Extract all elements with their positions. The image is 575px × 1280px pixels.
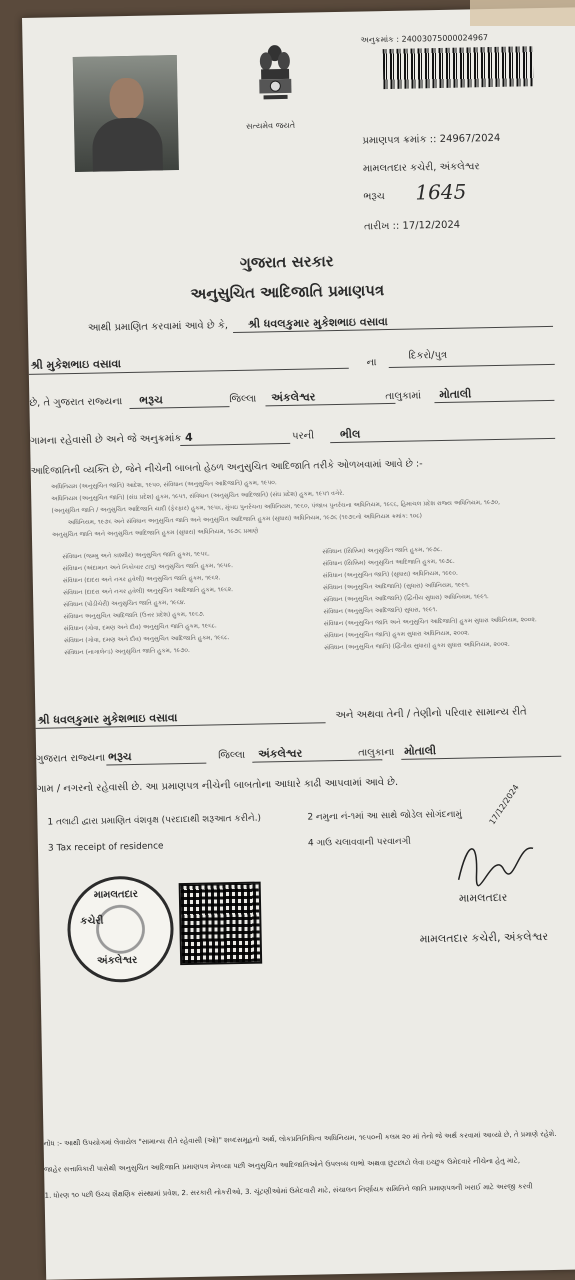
orders-right <box>322 544 537 656</box>
order-item: સંવિધાન (પોંડીચેરી) અનુસુચિત જાતિ હુકમ, ૧૯૬૪. <box>63 598 186 609</box>
tribe-label: પરની <box>291 430 315 442</box>
intro-text: આથી પ્રમાણિત કરવામાં આવે છે કે, <box>87 320 229 334</box>
tribe: ભીલ <box>339 427 361 441</box>
order-item: સંવિધાન (નાગાલેન્ડ) અનુસુચિત જાતિ હુકમ, ૧૯૭૦. <box>64 646 190 657</box>
family-state-label: ગુજરાત રાજ્યના <box>36 752 106 765</box>
order-line: (અનુસુચિત જાતિ / અનુસુચિત આદિજાતિ યાદી (ફેરફાર) હુકમ, ૧૯૫૬, મુંબઇ પુનર્રચના અધિનિયમ, ૧૯૬૦, પંજાબ પુનર્રચના અધિનિયમ, ૧૯૬૬, હિમાચલ પ્રદેશ રાજ્ય અધિનિયમ, ૧૯૭૦, <box>51 498 501 515</box>
district: ભરૂચ <box>139 393 163 407</box>
signatory-office: મામલતદાર કચેરી, અંકલેશ્વર <box>419 930 549 946</box>
basis-item: 4 ગાઉ ચલાવવાની પરવાનગી <box>307 836 411 849</box>
father-name: શ્રી મુકેશભાઇ વસાવા <box>30 357 122 372</box>
signature-date: 17/12/2024 <box>487 782 521 827</box>
serial-entry: 4 <box>184 430 193 444</box>
district-label-2: જિલ્લા <box>229 393 257 406</box>
family-name: શ્રી ધવલકુમાર મુકેશભાઇ વસાવા <box>37 711 178 727</box>
order-item: સંવિધાન (અનુસુચિત આદિજાતિ) (દ્વિતીય સુધારા) અધિનિયમ, ૧૯૯૧. <box>323 593 489 604</box>
order-item: સંવિધાન (અનુસુચિત આદિજાતિ) સુધારા, ૧૯૯૧. <box>323 606 438 616</box>
order-line: અધિનિયમ (અનુસુચિત જાતિ) (સંઘ પ્રદેશ) હુકમ, ૧૯૫૧, સંવિધાન (અનુસુચિત આદિજાતિ) (સંઘ પ્રદેશ) હુકમ, ૧૯૫૧ વગેરે. <box>51 489 345 503</box>
order-item: સંવિધાન અનુસુચિત આદિજાતિ (ઉત્તર પ્રદેશ) હુકમ, ૧૯૬૭. <box>63 610 205 621</box>
applicant-photo <box>73 55 179 172</box>
taluka-label: તાલુકામાં <box>385 390 422 403</box>
village: મોતાલી <box>439 387 472 402</box>
order-line: અનુસુચિત જાતિ અને અનુસુચિત આદિજાતિ હુકમ (સુધારા) અધિનિયમ, ૧૯૭૬ પ્રમાણે <box>51 527 259 539</box>
office-seal: મામલતદાર કચેરી અંકલેશ્વર <box>67 875 175 983</box>
certificate-paper <box>22 7 575 1280</box>
signature-icon <box>448 828 539 890</box>
handwritten-number: 1645 <box>415 179 467 205</box>
qr-code <box>179 882 263 966</box>
family-district: ભરૂચ <box>108 750 132 764</box>
order-item: સંવિધાન (અનુસુચિત જાતિ) (દ્વિતીય સુધારા) હુકમ સુધારા અધિનિયમ, ૨૦૦૨. <box>324 640 510 652</box>
footer-note: જાહેર સત્તાવિકારી પાસેથી અનુસુચિત આદિજાતિ પ્રમાણપત્ર મેળવ્યા પછી અનુસુચિત આદિજાતિઓને ઉપલબ્ધ લાભો અથવા છુટછાટો લેવા ઇચ્છુક ઉમેદવારે નીચેના હેતુ માટે, <box>44 1156 521 1174</box>
order-item: સંવિધાન (જમ્મુ અને કાશ્મીર) અનુસુચિત જાતિ હુકમ, ૧૯૫૬. <box>62 550 210 561</box>
basis-item: 1 તલાટી દ્વારા પ્રમાણિત વંશવૃક્ષ (પરદાદાથી શરૂઆત કરીને.) <box>47 813 262 828</box>
taluka: અંકલેશ્વર <box>271 390 316 405</box>
family-taluka-label: તાલુકાના <box>358 746 395 759</box>
family-village: મોતાલી <box>404 744 437 758</box>
family-text: અને અથવા તેની / તેણીનો પરિવાર સામાન્ય રીતે <box>335 706 527 722</box>
order-line: અધિનિયમ (અનુસુચિત જાતિ) આદેશ, ૧૯૫૦, સંવિધાન (અનુસુચિત આદિજાતિ) હુકમ, ૧૯૫૦. <box>50 479 277 491</box>
state-label: છે, તે ગુજરાત રાજ્યના <box>29 396 123 409</box>
footer-note: 1. ધોરણ ૧૦ પછી ઉચ્ચ શૈક્ષણિક સંસ્થામાં પ્રવેશ, 2. સરકારી નોકરીઓ, 3. ચૂંટણીઓમાં ઉમેદવારી માટે, સંચાલન નિર્ણાયક સમિતિને જાતિ પ્રમાણપત્રની ખરાઈ માટે અરજી કરવી <box>44 1182 533 1200</box>
certificate-title: અનુસુચિત આદિજાતિ પ્રમાણપત્ર <box>190 281 385 303</box>
emblem-motto: સત્યમેવ જયતે <box>246 120 296 131</box>
family-resident-text: ગામ / નગરનો રહેવાસી છે. આ પ્રમાણપત્ર નીચેની બાબતોના આધારે કાઢી આપવામાં આવે છે. <box>36 776 399 795</box>
orders-top <box>51 475 501 544</box>
order-item: સંવિધાન (ગોવા, દમણ અને દીવ) અનુસુચિત આદિજાતિ હુકમ, ૧૯૬૮. <box>63 634 230 645</box>
family-district-label: જિલ્લા <box>218 749 246 762</box>
resident-label: ગામના રહેવાસી છે અને જે અનુક્રમાંક <box>30 433 182 447</box>
serial-number: અનુક્રમાંક : 24003075000024967 <box>360 33 489 45</box>
order-item: સંવિધાન (અનુસુચિત આદિજાતિ) (સુધારા) અધિનિયમ, ૧૯૯૧. <box>322 581 470 592</box>
footer-note: નોંધ :- આથી ઉપયોગમાં લેવાયેલ "સામાન્ય રીતે રહેવાસી (ઓ)" શબ્દસમૂહનો અર્થ, લોકપ્રતિનિધિત્વ અધિનિયમ, ૧૯૫૦ની કલમ ૨૦ માં તેનો જે અર્થ કરવામાં આવ્યો છે, તે પ્રમાણે રહેશે. <box>43 1129 557 1148</box>
order-item: સંવિધાન (અનુસુચિત જાતિ) હુકમ સુધારા અધિનિયમ, ૨૦૦૨. <box>323 629 470 640</box>
certificate-number: પ્રમાણપત્ર ક્રમાંક :: 24967/2024 <box>362 132 501 147</box>
signatory-title: મામલતદાર <box>458 890 508 905</box>
relation: દિકરો/પુત્ર <box>408 349 448 362</box>
orders-left <box>62 550 235 661</box>
order-item: સંવિધાન (અંદામાન અને નિકોબાર ટાપુ) અનુસુચિત જાતિ હુકમ, ૧૯૫૯. <box>62 562 234 573</box>
basis-item: 3 Tax receipt of residence <box>47 841 164 854</box>
order-item: સંવિધાન (દાદરા અને નગર હવેલી) અનુસુચિત જાતિ હુકમ, ૧૯૬૨. <box>62 574 221 585</box>
order-item: સંવિધાન (સિક્કિમ) અનુસુચિત જાતિ હુકમ, ૧૯૭૮. <box>322 546 443 556</box>
district-label: ભરૂચ <box>363 191 385 203</box>
tribe-text: આદિજાતિની વ્યક્તિ છે, જેને નીચેની બાબતો હેઠળ અનુસુચિત આદિજાતિ તરીકે ઓળખવામાં આવે છે :- <box>30 458 423 477</box>
holder-name: શ્રી ધવલકુમાર મુકેશભાઇ વસાવા <box>247 315 388 331</box>
tape <box>470 0 575 26</box>
government-title: ગુજરાત સરકાર <box>239 252 334 272</box>
family-taluka: અંકલેશ્વર <box>258 746 303 761</box>
order-item: સંવિધાન (અનુસુચિત જાતિ અને અનુસુચિત આદિજાતિ) હુકમ સુધારા અધિનિયમ, ૨૦૦૨. <box>323 616 537 628</box>
order-item: સંવિધાન (અનુસુચિત જાતિ) (સુધારા) અધિનિયમ, ૧૯૯૦. <box>322 569 458 580</box>
relation-label: ના <box>366 357 377 369</box>
ashoka-emblem-icon <box>254 39 296 120</box>
order-item: સંવિધાન (સિક્કિમ) અનુસુચિત આદિજાતિ હુકમ, ૧૯૭૮. <box>322 557 455 568</box>
basis-item: 2 નમુના નં-૧માં આ સાથે જોડેલ સોગંદનામું <box>307 809 463 823</box>
issue-date: તારીખ :: 17/12/2024 <box>363 219 461 233</box>
order-line: અધિનિયમ, ૧૯૭૬ અને સંવિધાન અનુસુચિત જાતિ અને અનુસુચિત આદિજાતિ હુકમ (સુધારા) અધિનિયમ, ૧૯૭૬ (૧૯૭૬નો અધિનિયમ ક્રમાંક: ૧૦૮) <box>67 512 423 527</box>
order-item: સંવિધાન (ગોવા, દમણ અને દીવ) અનુસુચિત જાતિ હુકમ, ૧૯૬૮. <box>63 622 217 633</box>
order-item: સંવિધાન (દાદરા અને નગર હવેલી) અનુસુચિત આદિજાતિ હુકમ, ૧૯૬૨. <box>62 586 234 597</box>
barcode <box>383 46 534 89</box>
issuing-office: મામલતદાર કચેરી, અંકલેશ્વર <box>362 161 480 175</box>
